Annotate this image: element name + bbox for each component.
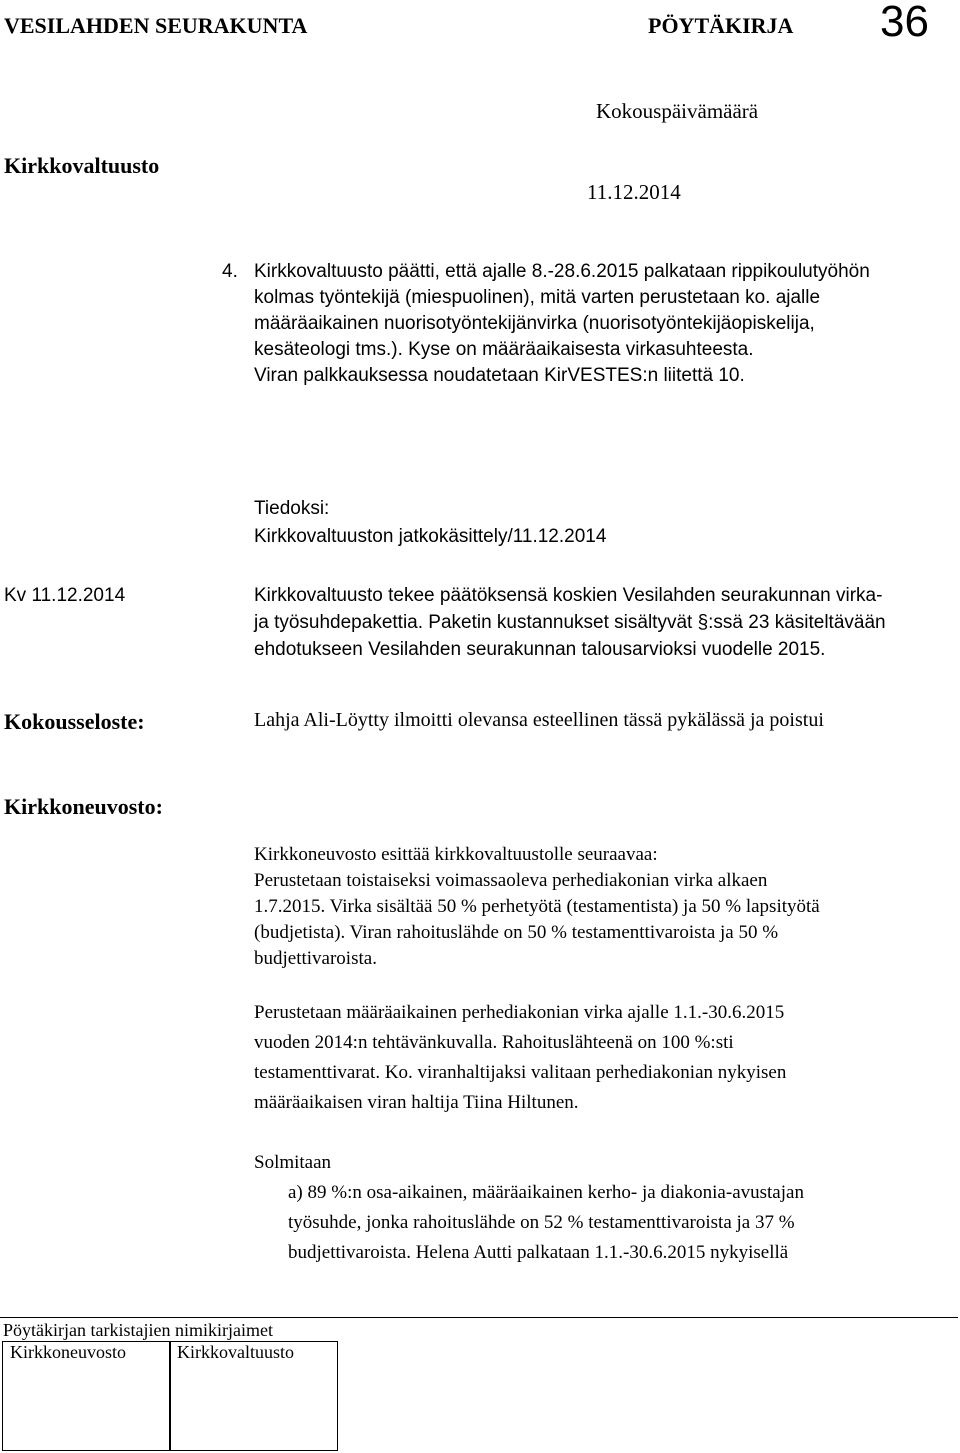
item-4-paragraph <box>254 259 870 389</box>
kv-paragraph <box>254 582 886 663</box>
kirkkoneuvosto-paragraph-2 <box>254 998 786 1118</box>
page-number: 36 <box>880 0 929 46</box>
text-line: Perustetaan toistaiseksi voimassaoleva perhediakonian virka alkaen <box>254 870 768 891</box>
text-line: a) 89 %:n osa-aikainen, määräaikainen kerho- ja diakonia-avustajan <box>288 1182 804 1203</box>
kokousseloste-label: Kokousseloste: <box>4 709 145 734</box>
text-line: Perustetaan määräaikainen perhediakonian virka ajalle 1.1.-30.6.2015 <box>254 1002 785 1023</box>
tiedoksi-label: Tiedoksi: <box>254 498 330 519</box>
initials-label-kirkkoneuvosto: Kirkkoneuvosto <box>10 1342 126 1362</box>
text-line: Kirkkovaltuusto tekee päätöksensä koskien Vesilahden seurakunnan virka- <box>254 585 883 606</box>
solmitaan-label: Solmitaan <box>254 1152 332 1173</box>
text-line: ja työsuhdepakettia. Paketin kustannukset sisältyvät §:ssä 23 käsiteltävään <box>254 612 886 633</box>
text-line: määräaikaisen viran haltija Tiina Hiltunen. <box>254 1092 579 1113</box>
text-line: budjettivaroista. <box>254 948 377 969</box>
meeting-date-label: Kokouspäivämäärä <box>596 99 759 123</box>
text-line: Kirkkoneuvosto esittää kirkkovaltuustolle seuraavaa: <box>254 844 658 865</box>
footer-title: Pöytäkirjan tarkistajien nimikirjaimet <box>3 1320 273 1340</box>
kokousseloste-text: Lahja Ali-Löytty ilmoitti olevansa esteellinen tässä pykälässä ja poistui <box>254 709 824 731</box>
text-line: 1.7.2015. Virka sisältää 50 % perhetyötä (testamentista) ja 50 % lapsityötä <box>254 896 820 917</box>
meeting-date: 11.12.2014 <box>587 180 681 204</box>
text-line: työsuhde, jonka rahoituslähde on 52 % testamenttivaroista ja 37 % <box>288 1212 795 1233</box>
text-line: ehdotukseen Vesilahden seurakunnan talousarvioksi vuodelle 2015. <box>254 639 826 660</box>
initials-label-kirkkovaltuusto: Kirkkovaltuusto <box>177 1342 294 1362</box>
text-line: määräaikainen nuorisotyöntekijänvirka (nuorisotyöntekijäopiskelija, <box>254 313 815 334</box>
organization-name: VESILAHDEN SEURAKUNTA <box>4 13 308 38</box>
text-line: kolmas työntekijä (miespuolinen), mitä varten perustetaan ko. ajalle <box>254 287 821 308</box>
text-line: Viran palkkauksessa noudatetaan KirVESTES:n liitettä 10. <box>254 365 745 386</box>
footer-divider <box>0 1317 958 1318</box>
item-a-paragraph <box>288 1178 804 1268</box>
text-line: Kirkkovaltuusto päätti, että ajalle 8.-28.6.2015 palkataan rippikoulutyöhön <box>254 261 870 282</box>
kirkkoneuvosto-label: Kirkkoneuvosto: <box>4 794 163 819</box>
text-line: budjettivaroista. Helena Autti palkataan 1.1.-30.6.2015 nykyisellä <box>288 1242 789 1263</box>
text-line: vuoden 2014:n tehtävänkuvalla. Rahoituslähteenä on 100 %:sti <box>254 1032 734 1053</box>
meeting-body: Kirkkovaltuusto <box>4 153 160 178</box>
item-number: 4. <box>222 261 238 282</box>
tiedoksi-line: Kirkkovaltuuston jatkokäsittely/11.12.2014 <box>254 526 607 547</box>
text-line: kesäteologi tms.). Kyse on määräaikaisesta virkasuhteesta. <box>254 339 754 360</box>
text-line: testamenttivarat. Ko. viranhaltijaksi valitaan perhediakonian nykyisen <box>254 1062 787 1083</box>
text-line: (budjetista). Viran rahoituslähde on 50 % testamenttivaroista ja 50 % <box>254 922 779 943</box>
kv-label: Kv 11.12.2014 <box>4 585 126 606</box>
kirkkoneuvosto-paragraph-1 <box>254 842 820 972</box>
document-type: PÖYTÄKIRJA <box>648 13 794 38</box>
